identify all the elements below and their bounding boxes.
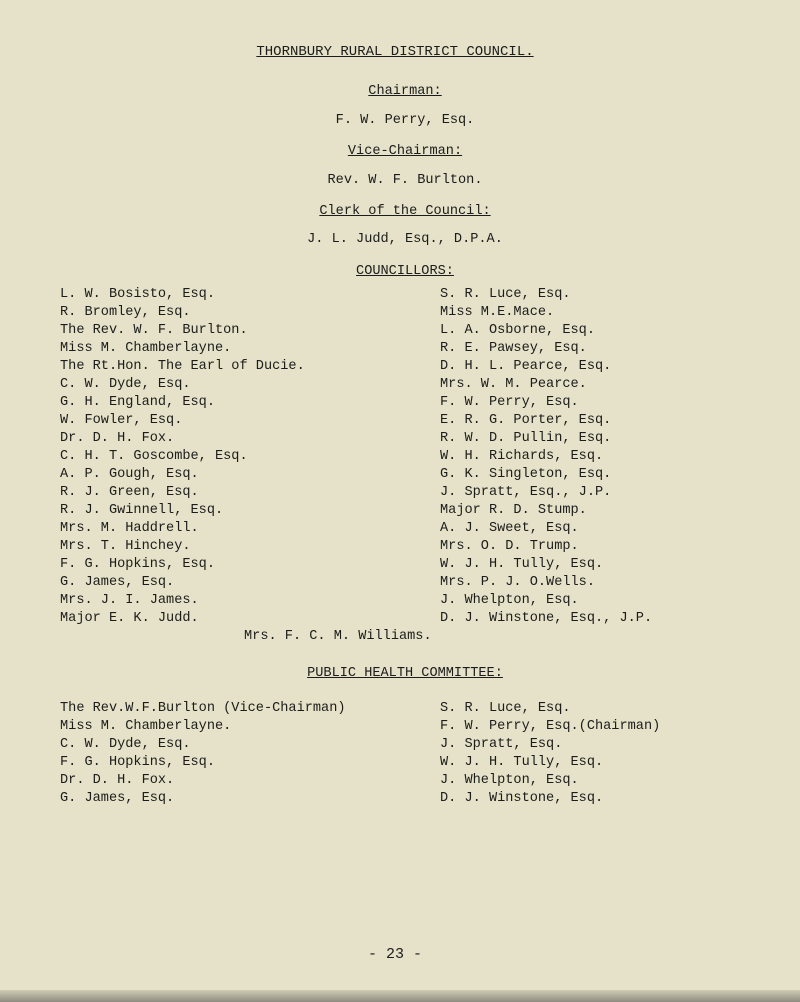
clerk-name: J. L. Judd, Esq., D.P.A. bbox=[307, 232, 503, 247]
councillor-name: J. Spratt, Esq., J.P. bbox=[440, 485, 612, 500]
chairman-heading: Chairman: bbox=[368, 84, 442, 99]
councillors-heading: COUNCILLORS: bbox=[356, 264, 454, 279]
committee-member: D. J. Winstone, Esq. bbox=[440, 791, 604, 806]
committee-left-column bbox=[60, 700, 346, 808]
councillor-name: Mrs. J. I. James. bbox=[60, 593, 199, 608]
committee-member: G. James, Esq. bbox=[60, 791, 175, 806]
councillor-name: W. H. Richards, Esq. bbox=[440, 449, 604, 464]
councillor-name: W. J. H. Tully, Esq. bbox=[440, 557, 604, 572]
councillor-name: Miss M.E.Mace. bbox=[440, 305, 555, 320]
councillor-name: F. G. Hopkins, Esq. bbox=[60, 557, 215, 572]
chairman-name: F. W. Perry, Esq. bbox=[335, 113, 475, 128]
councillor-name: Mrs. W. M. Pearce. bbox=[440, 377, 587, 392]
committee-member: F. W. Perry, Esq.(Chairman) bbox=[440, 719, 661, 734]
councillor-name: G. H. England, Esq. bbox=[60, 395, 215, 410]
councillor-name: G. James, Esq. bbox=[60, 575, 175, 590]
scan-edge bbox=[0, 990, 800, 1002]
councillor-name: D. H. L. Pearce, Esq. bbox=[440, 359, 612, 374]
committee-member: Dr. D. H. Fox. bbox=[60, 773, 175, 788]
councillor-name: R. W. D. Pullin, Esq. bbox=[440, 431, 612, 446]
councillor-name: The Rev. W. F. Burlton. bbox=[60, 323, 248, 338]
committee-right-column bbox=[440, 700, 660, 808]
councillors-left-column bbox=[60, 286, 305, 628]
committee-member: J. Spratt, Esq. bbox=[440, 737, 563, 752]
committee-member: J. Whelpton, Esq. bbox=[440, 773, 579, 788]
councillor-name: A. J. Sweet, Esq. bbox=[440, 521, 579, 536]
councillor-name: G. K. Singleton, Esq. bbox=[440, 467, 612, 482]
councillor-name: Miss M. Chamberlayne. bbox=[60, 341, 232, 356]
councillor-name: C. W. Dyde, Esq. bbox=[60, 377, 191, 392]
councillor-name: Mrs. T. Hinchey. bbox=[60, 539, 191, 554]
councillors-right-column bbox=[440, 286, 652, 628]
councillor-name: Mrs. O. D. Trump. bbox=[440, 539, 579, 554]
councillor-name: L. A. Osborne, Esq. bbox=[440, 323, 595, 338]
councillor-name: Mrs. P. J. O.Wells. bbox=[440, 575, 595, 590]
councillor-name: Mrs. M. Haddrell. bbox=[60, 521, 199, 536]
councillor-name: L. W. Bosisto, Esq. bbox=[60, 287, 215, 302]
councillor-name: S. R. Luce, Esq. bbox=[440, 287, 571, 302]
councillor-name: Major E. K. Judd. bbox=[60, 611, 199, 626]
councillor-last: Mrs. F. C. M. Williams. bbox=[244, 629, 432, 644]
vice-chairman-heading: Vice-Chairman: bbox=[347, 144, 463, 159]
page-number: - 23 - bbox=[367, 946, 422, 963]
committee-member: S. R. Luce, Esq. bbox=[440, 701, 571, 716]
councillor-name: F. W. Perry, Esq. bbox=[440, 395, 579, 410]
committee-heading: PUBLIC HEALTH COMMITTEE: bbox=[307, 666, 503, 681]
councillor-name: W. Fowler, Esq. bbox=[60, 413, 183, 428]
councillor-name: R. E. Pawsey, Esq. bbox=[440, 341, 587, 356]
councillor-name: R. J. Gwinnell, Esq. bbox=[60, 503, 224, 518]
councillor-name: Major R. D. Stump. bbox=[440, 503, 587, 518]
councillor-name: The Rt.Hon. The Earl of Ducie. bbox=[60, 359, 305, 374]
councillor-name: C. H. T. Goscombe, Esq. bbox=[60, 449, 248, 464]
councillor-name: E. R. G. Porter, Esq. bbox=[440, 413, 612, 428]
councillor-name: D. J. Winstone, Esq., J.P. bbox=[440, 611, 653, 626]
councillor-name: R. Bromley, Esq. bbox=[60, 305, 191, 320]
committee-member: Miss M. Chamberlayne. bbox=[60, 719, 232, 734]
councillor-name: A. P. Gough, Esq. bbox=[60, 467, 199, 482]
committee-member: W. J. H. Tully, Esq. bbox=[440, 755, 604, 770]
committee-member: C. W. Dyde, Esq. bbox=[60, 737, 191, 752]
councillor-name: R. J. Green, Esq. bbox=[60, 485, 199, 500]
clerk-heading: Clerk of the Council: bbox=[319, 204, 491, 219]
document-title: THORNBURY RURAL DISTRICT COUNCIL. bbox=[256, 44, 534, 60]
vice-chairman-name: Rev. W. F. Burlton. bbox=[327, 173, 483, 188]
councillor-name: J. Whelpton, Esq. bbox=[440, 593, 579, 608]
councillor-name: Dr. D. H. Fox. bbox=[60, 431, 175, 446]
committee-member: The Rev.W.F.Burlton (Vice-Chairman) bbox=[60, 701, 346, 716]
committee-member: F. G. Hopkins, Esq. bbox=[60, 755, 215, 770]
